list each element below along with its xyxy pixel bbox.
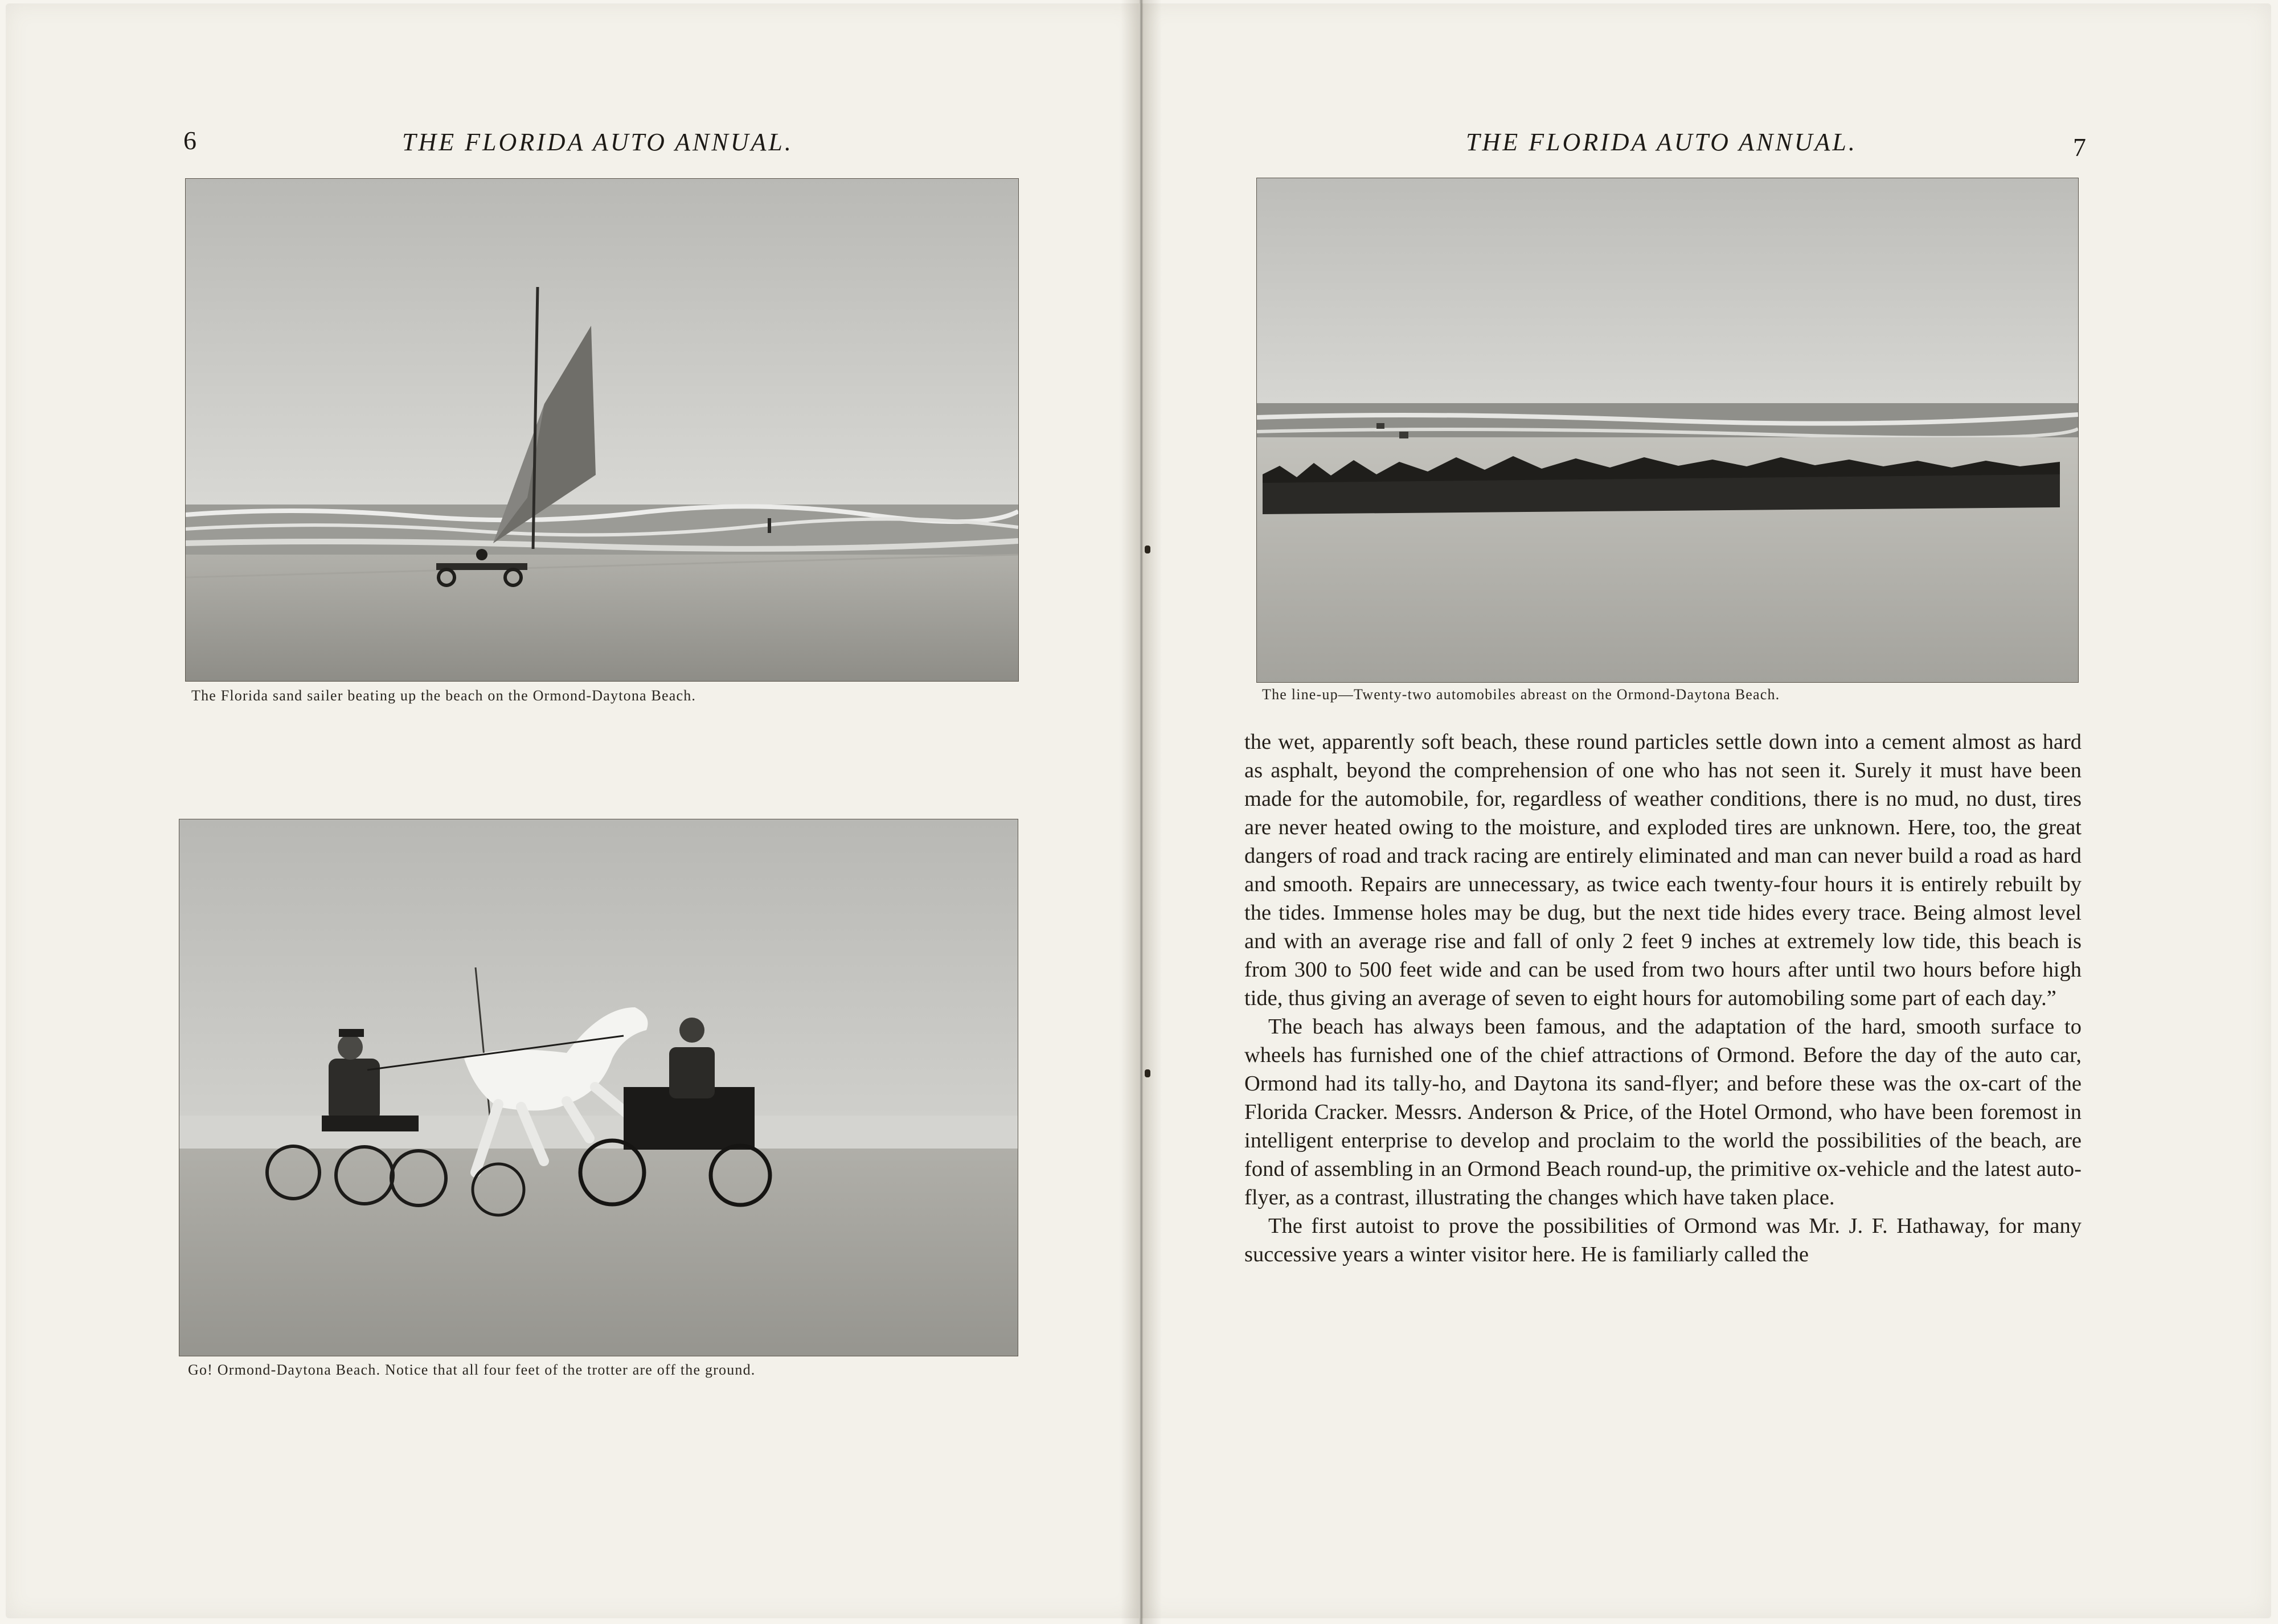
paragraph: The beach has always been famous, and the adaptation of the hard, smooth surface to wheels has furnished one of the chief attractions of Ormond. Before the day of the auto car, Ormond had its tally-ho, and Daytona its sand-flyer; and before these was the ox-cart of the Florida Cracker. Messrs. Anderson & Price, of the Hotel Ormond, who have been foremost in intelligent enterprise to develop and proclaim to the world the possibilities of the beach, are fond of assembling in an Ormond Beach round-up, the primitive ox-vehicle and the latest auto-flyer, as a contrast, illustrating the changes which have taken place. bbox=[1244, 1015, 2082, 1209]
paragraph: The first autoist to prove the possibilities of Ormond was Mr. J. F. Hathaway, for many successive years a winter visitor here. He is familiarly called the bbox=[1244, 1214, 2082, 1266]
book-gutter bbox=[1121, 0, 1162, 1624]
paragraph: the wet, apparently soft beach, these round particles settle down into a cement almost as hard as asphalt, beyond the comprehension of one who has not seen it. Surely it must have been made for the automobile, for, regardless of weather conditions, there is no mud, no dust, tires are never heated owing to the moisture, and exploded tires are unknown. Here, too, the great dangers of road and track racing are entirely eliminated and man can never build a road as hard and smooth. Repairs are unnecessary, as twice each twenty-four hours it is entirely rebuilt by the tides. Immense holes may be dug, but the next tide hides every trace. Being almost level and with an average rise and fall of only 2 feet 9 inches at extremely low tide, this beach is from 300 to 500 feet wide and can be used from two hours after until two hours before high tide, thus giving an average of seven to eight hours for automobiling some part of each day.” bbox=[1244, 730, 2082, 1010]
staple bbox=[1145, 546, 1150, 553]
running-head-left: THE FLORIDA AUTO ANNUAL. bbox=[402, 128, 793, 156]
page-number-right: 7 bbox=[2073, 133, 2086, 162]
photo-trotter-and-auto bbox=[179, 819, 1018, 1356]
photo-caption: The Florida sand sailer beating up the beach on the Ormond-Daytona Beach. bbox=[191, 687, 696, 704]
photo-caption: The line-up—Twenty-two automobiles abreast on the Ormond-Daytona Beach. bbox=[1262, 686, 1780, 703]
page-number-left: 6 bbox=[183, 126, 196, 155]
photo-caption: Go! Ormond-Daytona Beach. Notice that all four feet of the trotter are off the ground. bbox=[188, 1361, 756, 1378]
photo-sand-sailer bbox=[185, 178, 1019, 682]
staple bbox=[1145, 1069, 1150, 1077]
running-head-right: THE FLORIDA AUTO ANNUAL. bbox=[1466, 128, 1857, 156]
photo-automobile-line-up bbox=[1256, 178, 2079, 683]
article-body bbox=[1244, 728, 2082, 1269]
